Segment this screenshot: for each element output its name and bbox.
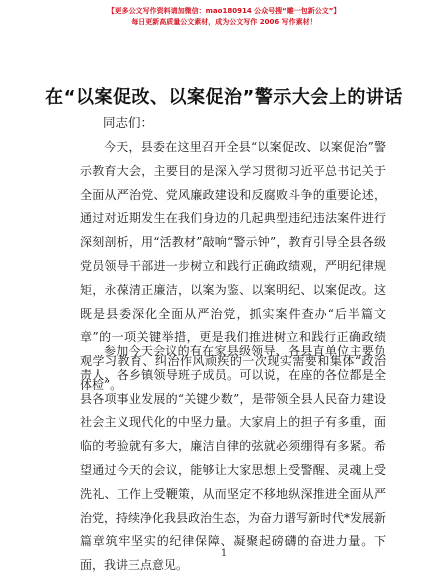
promo-banner-line-1: 【更多公文写作资料请加微信：mao180914 公众号搜“雕一包新公文”】 [107,7,341,15]
document-title: 在“以案促改、以案促治”警示大会上的讲话 [45,87,403,108]
promo-banner-line-2: 每日更新高质量公文素材，成为公文写作 2006 写作素材！ [131,18,317,26]
salutation: 同志们： [103,115,154,130]
page-number: 1 [220,548,228,559]
paragraph-text: 参加今天会议的有在家县级领导、各县直单位主要负责人、各乡镇领导班子成员。可以说，在座的各位都是全县各项事业发展的“关键少数”，是带领全县人民奋力建设社会主义现代化的中坚力量。大家肩上的担子有多重，面临的考验就有多大，廉洁自律的弦就必须绷得有多紧。希望通过今天的会议，能够让大家思想上受警醒、灵魂上受洗礼、工作上受鞭策，从而坚定不移地纵深推进全面从严治党，持续净化我县政治生态，为奋力谱写新时代*发展新篇章筑牢坚实的纪律保障、凝聚起磅礴的奋进力量。下面，我讲三点意见。 [80,344,387,573]
promo-banner [0,6,448,28]
paragraph-text: 今天，县委在这里召开全县“以案促改、以案促治”警示教育大会，主要目的是深入学习贯彻习近平总书记关于全面从严治党、党风廉政建设和反腐败斗争的重要论述，通过对近期发生在我们身边的几起典型违纪违法案件进行深刻剖析，用“活教材”敲响“警示钟”，教育引导全县各级党员领导干部进一步树立和践行正确政绩观，严明纪律规矩，永葆清正廉洁，以案为鉴、以案明纪、以案促改。这既是县委深化全面从严治党，抓实案件查办“后半篇文章”的一项关键举措，更是我们推进树立和践行正确政绩观学习教育、纠治作风顽疾的一次现实需要和集体“政治体检”。 [80,140,386,392]
body-paragraph-2 [80,340,386,578]
